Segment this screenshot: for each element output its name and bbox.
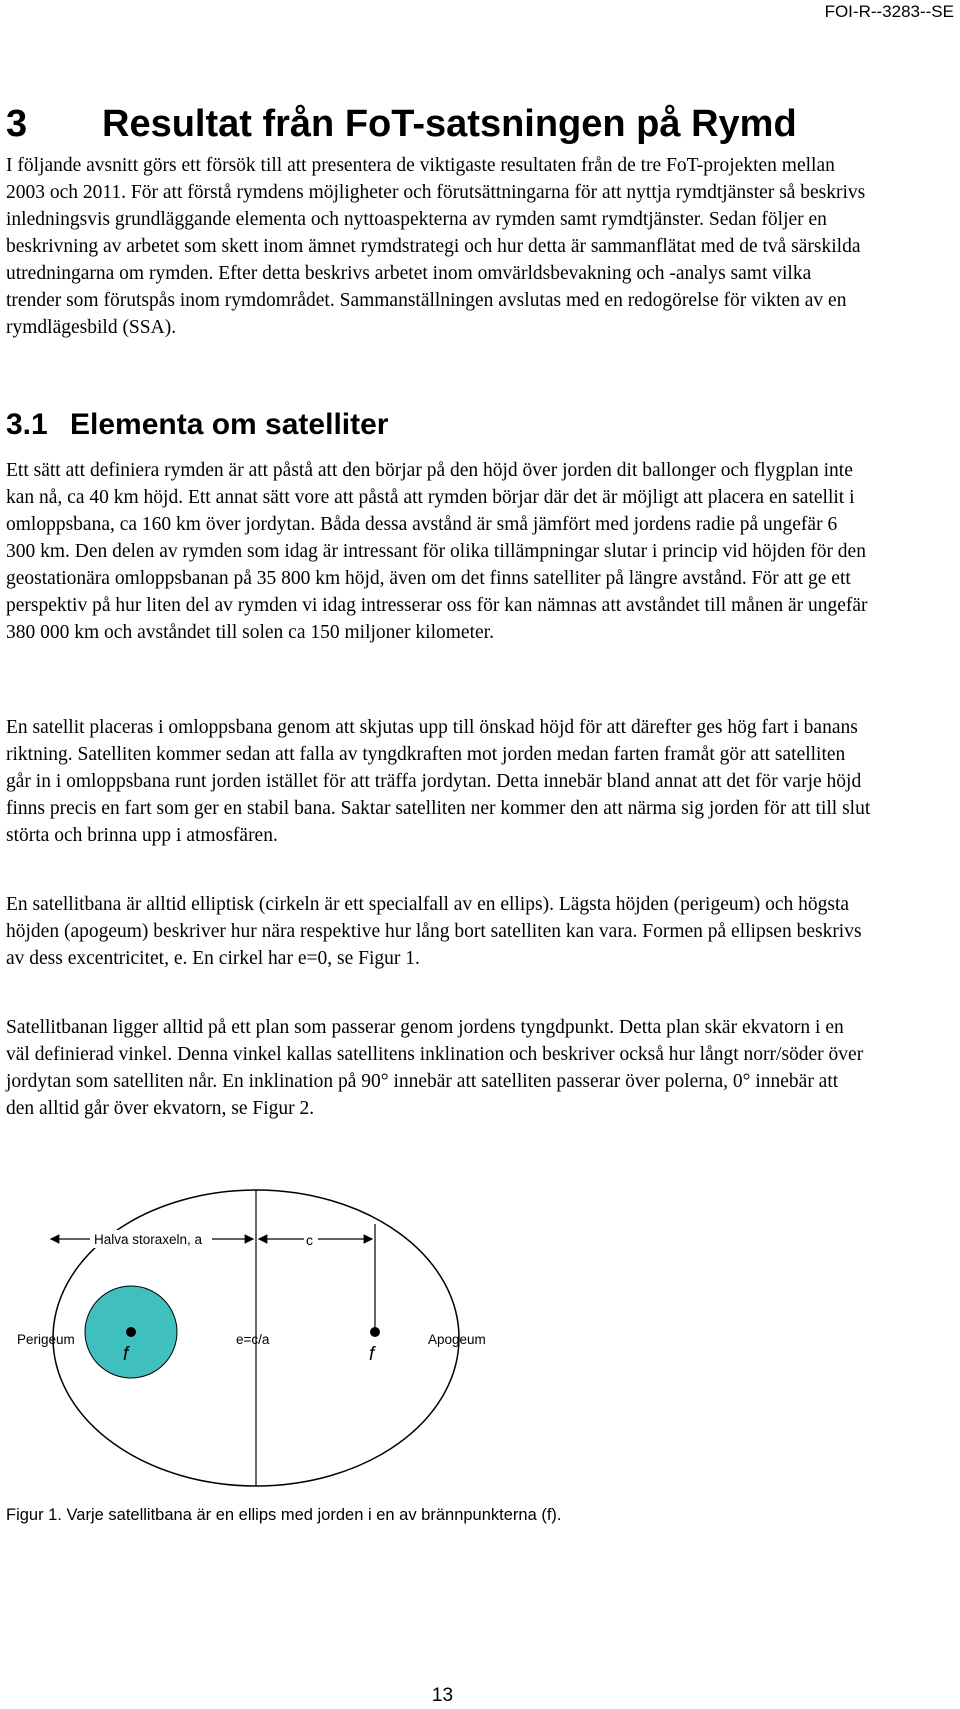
subsection-number: 3.1 — [6, 408, 48, 441]
paragraph-ellipse: En satellitbana är alltid elliptisk (cirkeln är ett specialfall av en ellips). Lägsta höjden (perigeum) och högsta höjden (apogeum) beskriver hur nära respektive hur lång bort satelliten kan vara. Formen på ellipsen beskrivs av dess excentricitet, e. En cirkel har e=0, se Figur 1. — [6, 894, 862, 969]
paragraph-orbit-placement: En satellit placeras i omloppsbana genom att skjutas upp till önskad höjd för att därefter ges hög fart i banans riktning. Satelliten kommer sedan att falla av tyngdkraften mot jorden medan farten framåt gör att satelliten går in i omloppsbana runt jorden istället för att träffa jordytan. Detta innebär bland annat att det för varje höjd finns precis en fart som ger en stabil bana. Saktar satelliten ner kommer den att närma sig jorden för att till slut störta och brinna upp i atmosfären. — [6, 717, 871, 846]
paragraph-inclination: Satellitbanan ligger alltid på ett plan som passerar genom jordens tyngdpunkt. Detta plan skär ekvatorn i en väl definierad vinkel. Denna vinkel kallas satellitens inklination och beskriver också hur långt norr/söder över jordytan som satelliten når. En inklination på 90° innebär att satelliten passerar över polerna, 0° innebär att den alltid går över ekvatorn, se Figur 2. — [6, 1017, 864, 1119]
focus-label-earth: f — [123, 1344, 129, 1365]
subsection-heading — [6, 408, 388, 442]
paragraph-space-definition: Ett sätt att definiera rymden är att påstå att den börjar på den höjd över jorden dit ballonger och flygplan inte kan nå, ca 40 km höjd. Ett annat sätt vore att påstå att rymden börjar där det är möjligt att placera en satellit i omloppsbana, ca 160 km över jordytan. Båda dessa avstånd är små jämfört med jordens radie på ungefär 6 300 km. Den delen av rymden som idag är intressant för olika tillämpningar slutar i princip vid höjden för den geostationära omloppsbanan på 35 800 km höjd, även om det finns satelliter på längre avstånd. För att ge ett perspektiv på hur liten del av rymden vi idag intresserar oss för kan nämnas att avståndet till månen är ungefär 380 000 km och avståndet till solen ca 150 miljoner kilometer. — [6, 460, 868, 643]
page-number: 13 — [431, 1685, 454, 1706]
eccentricity-label: e=c/a — [236, 1332, 270, 1347]
semi-major-axis-label: Halva storaxeln, a — [94, 1232, 203, 1247]
section-title: Resultat från FoT-satsningen på Rymd — [102, 103, 797, 145]
orbit-ellipse-figure — [0, 1160, 960, 1490]
intro-paragraph: I följande avsnitt görs ett försök till att presentera de viktigaste resultaten från de tre FoT-projekten mellan 2003 och 2011. För att förstå rymdens möjligheter och förutsättningarna för att nyttja rymdtjänster så beskrivs inledningsvis grundläggande elementa och nyttoaspekterna av rymden samt rymdtjänster. Sedan följer en beskrivning av arbetet som skett inom ämnet rymdstrategi och hur detta är sammanflätat med de två särskilda utredningarna om rymden. Efter detta beskrivs arbetet inom omvärldsbevakning och -analys samt vilka trender som förutspås inom rymdområdet. Sammanställningen avslutas med en redogörelse för vikten av en rymdlägesbild (SSA). — [6, 155, 866, 338]
figure-caption: Figur 1. Varje satellitbana är en ellips med jorden i en av brännpunkterna (f). — [6, 1506, 562, 1524]
subsection-title: Elementa om satelliter — [70, 408, 389, 441]
perigee-label: Perigeum — [17, 1332, 75, 1347]
focus-point-earth — [126, 1327, 136, 1337]
focus-point-empty — [370, 1327, 380, 1337]
section-number: 3 — [6, 103, 28, 145]
focal-distance-label: c — [306, 1232, 313, 1248]
apogee-label: Apogeum — [428, 1332, 486, 1347]
section-heading — [6, 103, 797, 146]
focus-label-empty: f — [369, 1344, 375, 1365]
report-id: FOI-R--3283--SE — [824, 2, 954, 21]
